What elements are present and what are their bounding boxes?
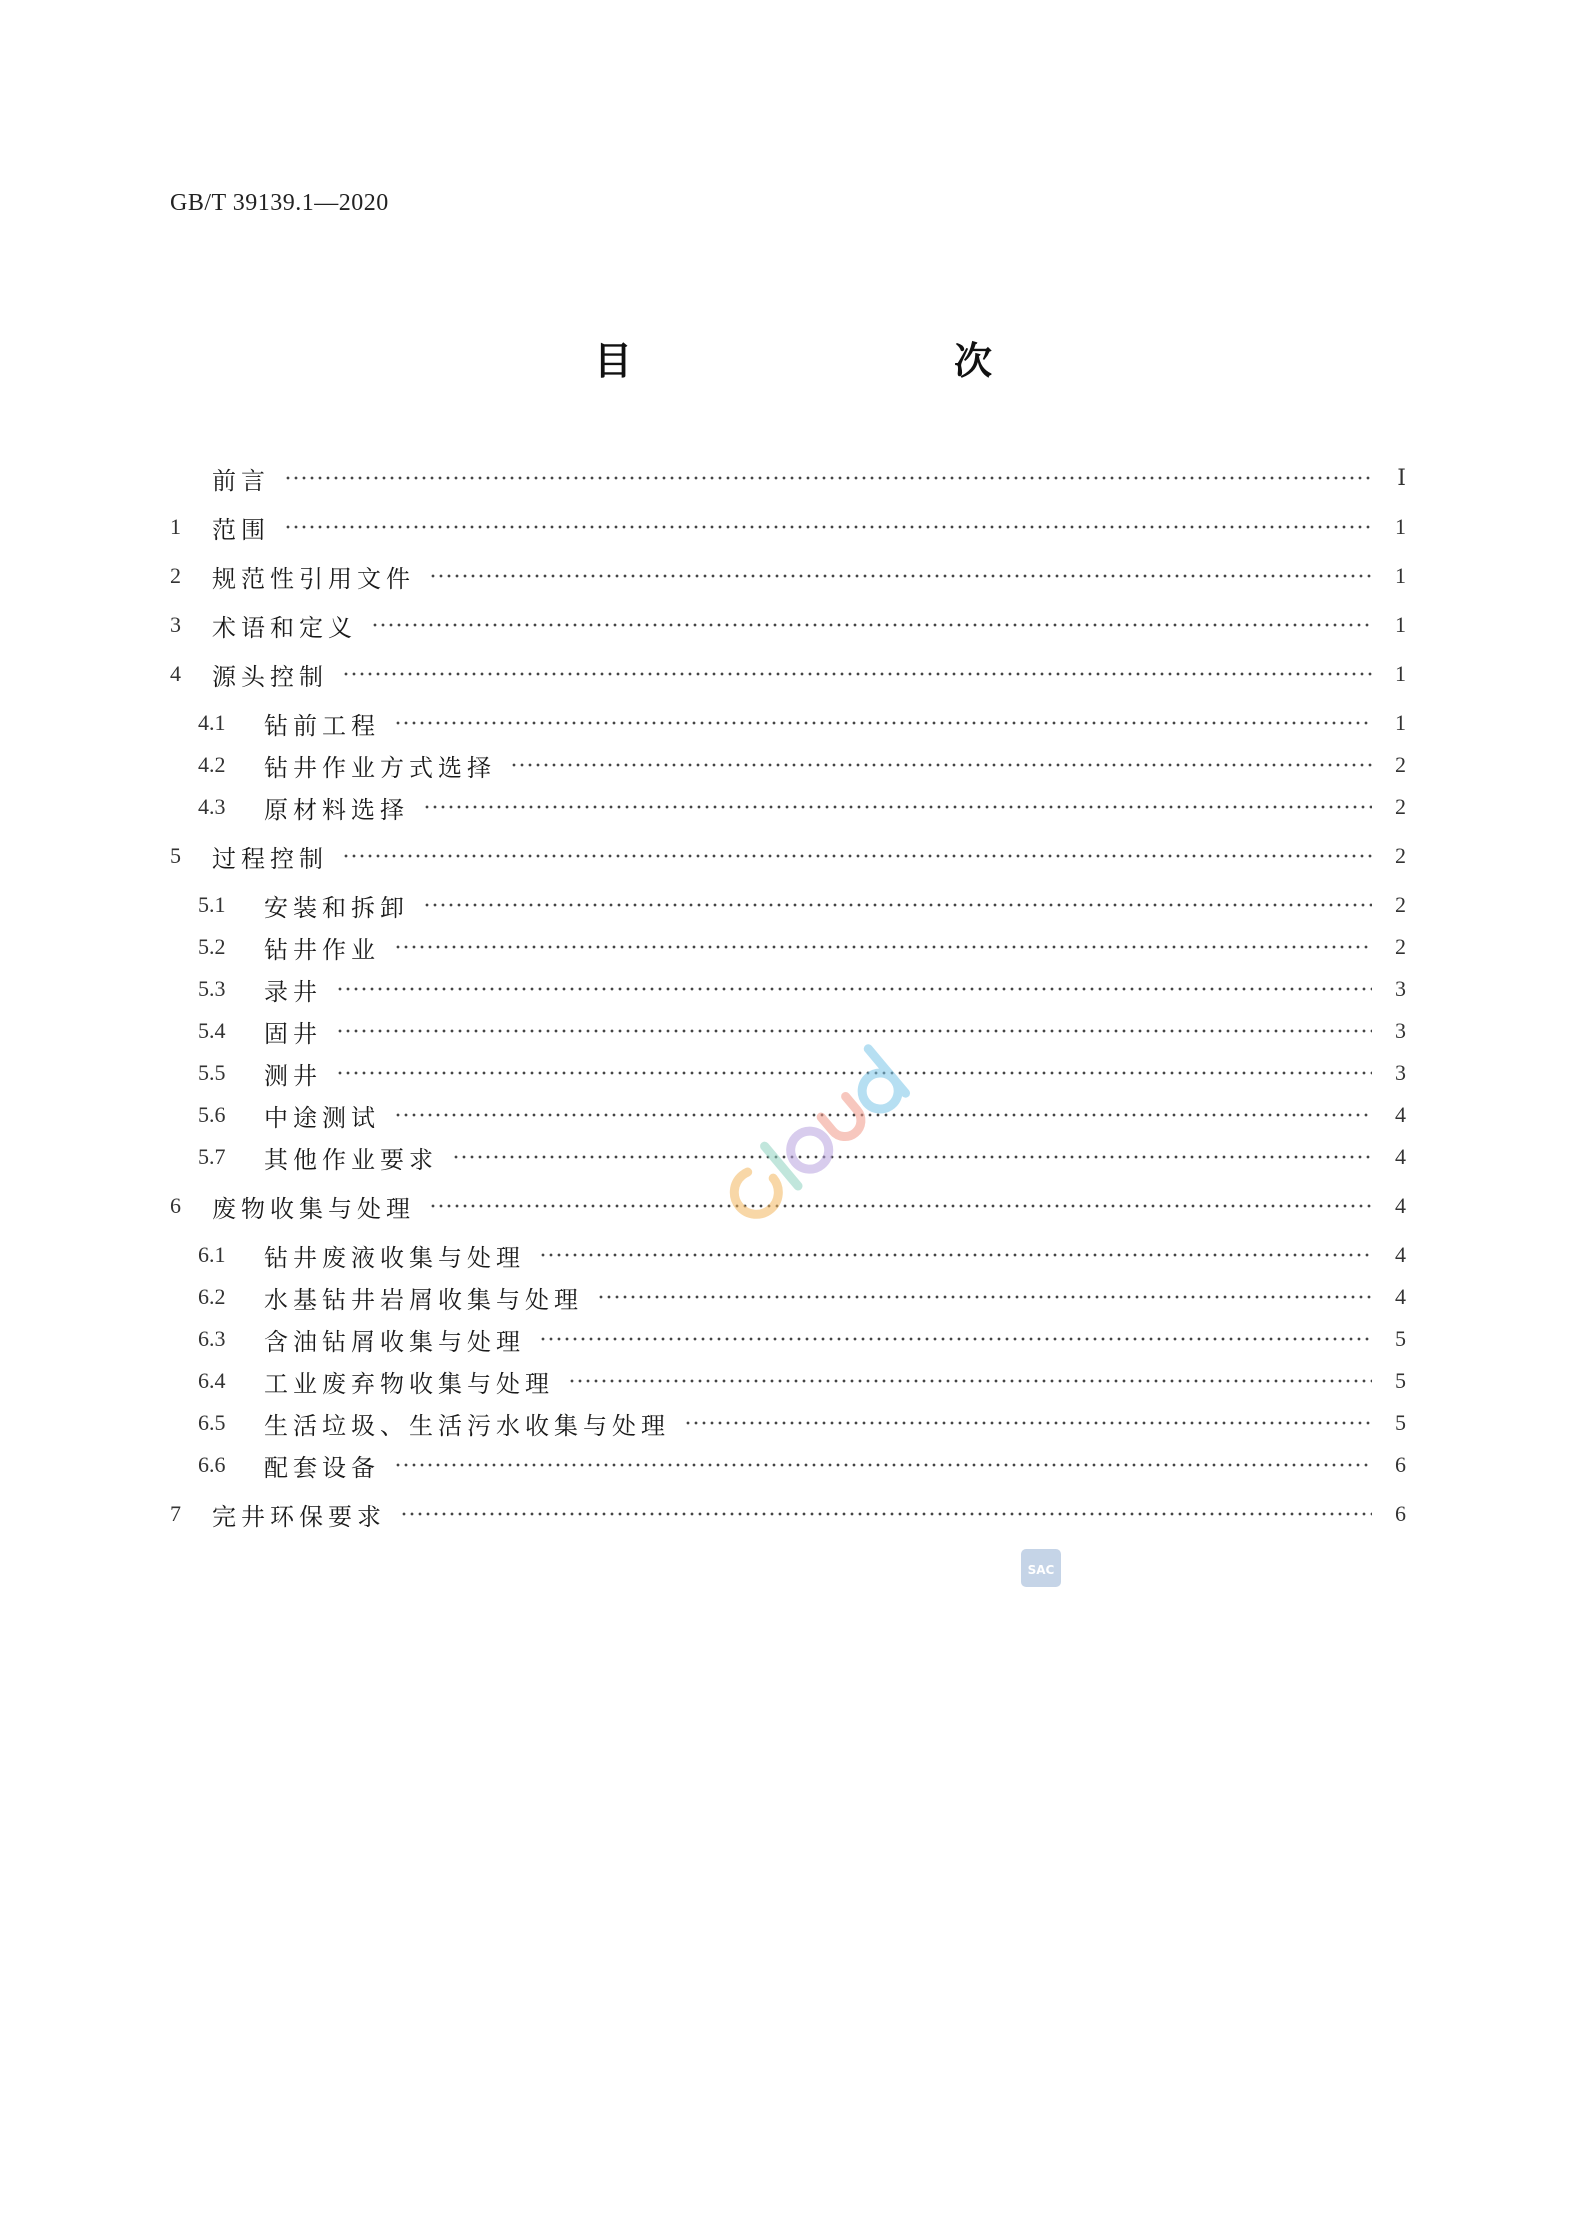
toc-number: 5.1 (198, 892, 226, 917)
toc-label: 范围 (212, 515, 270, 544)
toc-label: 录井 (264, 977, 322, 1006)
toc-number: 7 (170, 1501, 181, 1526)
toc-page: 1 (1395, 514, 1406, 539)
dot-leader (510, 763, 1372, 767)
watermark-letter-c-icon (725, 1161, 787, 1223)
toc-entry-5-3[interactable] (198, 974, 1406, 1004)
toc-label: 工业废弃物收集与处理 (264, 1369, 554, 1398)
dot-leader (539, 1253, 1372, 1257)
dot-leader (394, 721, 1372, 725)
dot-leader (597, 1295, 1372, 1299)
toc-page: 4 (1395, 1102, 1406, 1127)
dot-leader (394, 1463, 1372, 1467)
toc-number: 3 (170, 612, 181, 637)
toc-entry-6-5[interactable] (198, 1408, 1406, 1438)
toc-page: 6 (1395, 1501, 1406, 1526)
toc-number: 1 (170, 514, 181, 539)
toc-number: 5.2 (198, 934, 226, 959)
toc-label: 规范性引用文件 (212, 564, 415, 593)
toc-entry-6-1[interactable] (198, 1240, 1406, 1270)
toc-page: 1 (1395, 612, 1406, 637)
toc-entry-6-6[interactable] (198, 1450, 1406, 1480)
toc-label: 固井 (264, 1019, 322, 1048)
toc-page: 4 (1395, 1193, 1406, 1218)
dot-leader (539, 1337, 1372, 1341)
toc-number: 6.1 (198, 1242, 226, 1267)
toc-entry-5-2[interactable] (198, 932, 1406, 962)
toc-number: 5 (170, 843, 181, 868)
toc-label: 完井环保要求 (212, 1502, 386, 1531)
toc-entry-1[interactable] (170, 512, 1406, 542)
toc-label: 含油钻屑收集与处理 (264, 1327, 525, 1356)
toc-page: 5 (1395, 1326, 1406, 1351)
dot-leader (336, 987, 1372, 991)
toc-label: 废物收集与处理 (212, 1194, 415, 1223)
cloud-watermark-logo (700, 1030, 930, 1230)
toc-label: 测井 (264, 1061, 322, 1090)
toc-label: 钻前工程 (264, 711, 380, 740)
toc-label: 其他作业要求 (264, 1145, 438, 1174)
standard-code: GB/T 39139.1—2020 (170, 190, 389, 216)
toc-label: 安装和拆卸 (264, 893, 409, 922)
toc-entry-6-3[interactable] (198, 1324, 1406, 1354)
toc-entry-5-1[interactable] (198, 890, 1406, 920)
dot-leader (684, 1421, 1372, 1425)
toc-entry-6-4[interactable] (198, 1366, 1406, 1396)
toc-number: 4 (170, 661, 181, 686)
toc-entry-4-1[interactable] (198, 708, 1406, 738)
toc-label: 原材料选择 (264, 795, 409, 824)
toc-entry-foreword[interactable] (170, 463, 1406, 493)
toc-page: 1 (1395, 563, 1406, 588)
toc-page: 2 (1395, 752, 1406, 777)
toc-page: 2 (1395, 794, 1406, 819)
toc-label: 钻井作业 (264, 935, 380, 964)
toc-page: Ⅰ (1397, 465, 1406, 490)
dot-leader (400, 1512, 1372, 1516)
dot-leader (371, 623, 1372, 627)
dot-leader (394, 945, 1372, 949)
toc-number: 6.5 (198, 1410, 226, 1435)
toc-label: 钻井废液收集与处理 (264, 1243, 525, 1272)
toc-entry-2[interactable] (170, 561, 1406, 591)
toc-entry-6-2[interactable] (198, 1282, 1406, 1312)
toc-page: 3 (1395, 1060, 1406, 1085)
toc-entry-4-2[interactable] (198, 750, 1406, 780)
toc-page: 1 (1395, 710, 1406, 735)
toc-label: 前言 (212, 466, 270, 495)
toc-page: 2 (1395, 843, 1406, 868)
toc-label: 中途测试 (264, 1103, 380, 1132)
toc-label: 源头控制 (212, 662, 328, 691)
toc-page: 6 (1395, 1452, 1406, 1477)
dot-leader (284, 525, 1372, 529)
toc-label: 钻井作业方式选择 (264, 753, 496, 782)
toc-number: 2 (170, 563, 181, 588)
toc-label: 过程控制 (212, 844, 328, 873)
toc-number: 5.7 (198, 1144, 226, 1169)
toc-page: 5 (1395, 1410, 1406, 1435)
dot-leader (423, 805, 1372, 809)
toc-entry-4-3[interactable] (198, 792, 1406, 822)
dot-leader (423, 903, 1372, 907)
toc-label: 配套设备 (264, 1453, 380, 1482)
toc-entry-5[interactable] (170, 841, 1406, 871)
sac-stamp-logo (1020, 1548, 1062, 1588)
toc-number: 6.2 (198, 1284, 226, 1309)
toc-page: 5 (1395, 1368, 1406, 1393)
toc-page: 4 (1395, 1284, 1406, 1309)
toc-number: 4.1 (198, 710, 226, 735)
dot-leader (568, 1379, 1372, 1383)
toc-page: 2 (1395, 892, 1406, 917)
toc-page: 3 (1395, 1018, 1406, 1043)
toc-number: 5.5 (198, 1060, 226, 1085)
toc-number: 5.4 (198, 1018, 226, 1043)
toc-label: 水基钻井岩屑收集与处理 (264, 1285, 583, 1314)
toc-entry-4[interactable] (170, 659, 1406, 689)
dot-leader (429, 574, 1372, 578)
toc-page: 1 (1395, 661, 1406, 686)
toc-label: 生活垃圾、生活污水收集与处理 (264, 1411, 670, 1440)
page-title: 目 次 (593, 339, 1074, 383)
toc-number: 6 (170, 1193, 181, 1218)
toc-number: 5.3 (198, 976, 226, 1001)
toc-number: 5.6 (198, 1102, 226, 1127)
dot-leader (284, 476, 1372, 480)
toc-label: 术语和定义 (212, 613, 357, 642)
toc-entry-3[interactable] (170, 610, 1406, 640)
toc-number: 4.3 (198, 794, 226, 819)
toc-page: 4 (1395, 1144, 1406, 1169)
dot-leader (342, 854, 1372, 858)
toc-number: 6.4 (198, 1368, 226, 1393)
toc-page: 3 (1395, 976, 1406, 1001)
toc-page: 2 (1395, 934, 1406, 959)
toc-number: 4.2 (198, 752, 226, 777)
stamp-text: SAC (1027, 1563, 1055, 1577)
toc-number: 6.6 (198, 1452, 226, 1477)
dot-leader (342, 672, 1372, 676)
toc-number: 6.3 (198, 1326, 226, 1351)
toc-entry-7[interactable] (170, 1499, 1406, 1529)
toc-page: 4 (1395, 1242, 1406, 1267)
